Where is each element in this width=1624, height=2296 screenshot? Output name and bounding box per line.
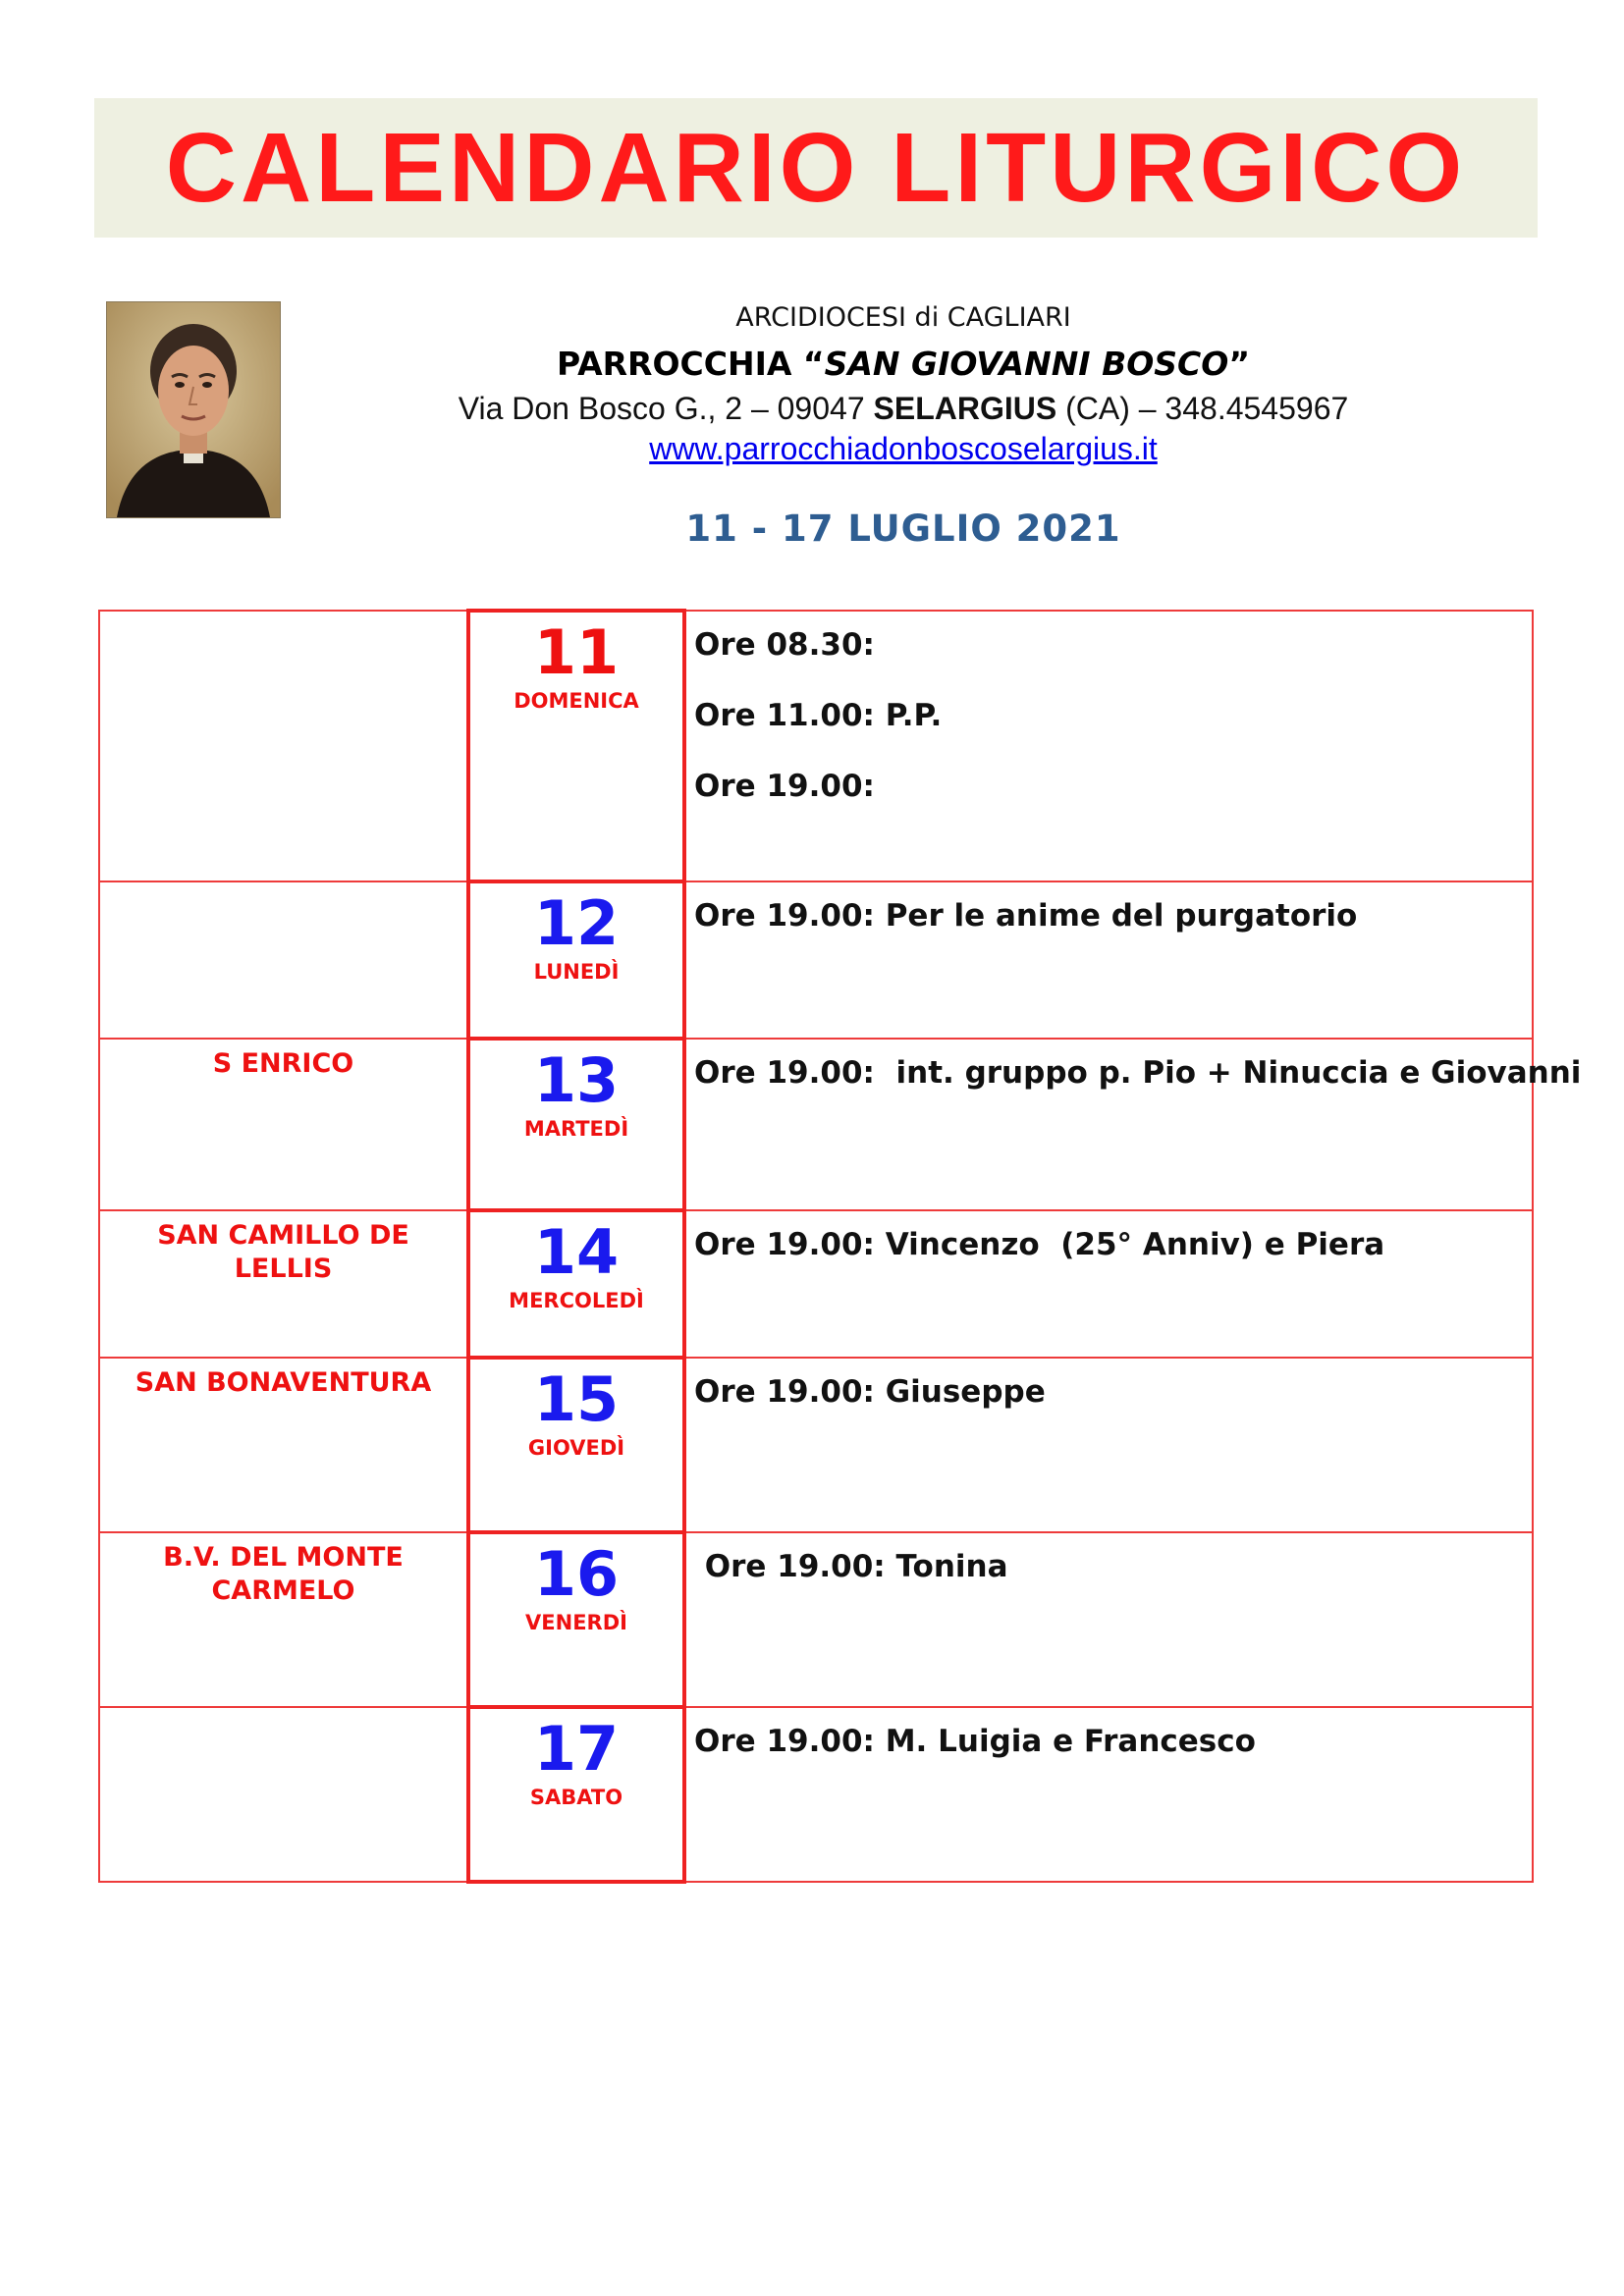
- day-name: GIOVEDÌ: [527, 1436, 625, 1460]
- day-name: LUNEDÌ: [533, 960, 620, 984]
- day-row: [99, 1358, 1533, 1532]
- day-row: [99, 1039, 1533, 1210]
- page-title: CALENDARIO LITURGICO: [165, 112, 1467, 223]
- mass-intentions: [684, 611, 1533, 881]
- saint-name: S ENRICO: [212, 1048, 354, 1079]
- day-cell: [468, 1532, 684, 1707]
- day-name: MERCOLEDÌ: [509, 1289, 644, 1312]
- saint-of-day: [99, 1707, 468, 1882]
- saint-of-day: [99, 1532, 468, 1707]
- mass-calendar-table: [98, 609, 1582, 1884]
- day-number: 14: [533, 1216, 620, 1288]
- mass-time-line: Ore 08.30:: [694, 627, 875, 663]
- mass-time-line: Ore 19.00: int. gruppo p. Pio + Ninuccia e Giovanni: [694, 1055, 1582, 1091]
- day-row: [99, 1532, 1533, 1707]
- mass-intentions: [684, 1358, 1533, 1532]
- parish-address: [412, 391, 1394, 427]
- day-cell: [468, 1210, 684, 1358]
- day-name: VENERDÌ: [525, 1611, 627, 1634]
- saint-name: B.V. DEL MONTE CARMELO: [163, 1542, 404, 1606]
- mass-time-line: Ore 19.00: M. Luigia e Francesco: [694, 1724, 1256, 1759]
- mass-intentions: [684, 1210, 1533, 1358]
- mass-intentions: [684, 1039, 1582, 1210]
- day-number: 13: [533, 1044, 620, 1116]
- day-cell: [468, 611, 684, 881]
- portrait-image: [107, 302, 280, 517]
- title-banner: [94, 98, 1538, 238]
- day-name: SABATO: [529, 1786, 623, 1809]
- day-number: 17: [533, 1713, 620, 1785]
- parish-prefix: PARROCCHIA “: [556, 345, 825, 383]
- day-number: 15: [533, 1363, 620, 1435]
- day-name: MARTEDÌ: [523, 1117, 629, 1141]
- address-city: SELARGIUS: [873, 391, 1057, 426]
- day-number: 16: [533, 1538, 620, 1610]
- day-number: 12: [533, 887, 620, 959]
- saint-of-day: [99, 611, 468, 881]
- day-cell: [468, 1039, 684, 1210]
- saint-of-day: [99, 1210, 468, 1358]
- saint-name: SAN BONAVENTURA: [135, 1367, 432, 1398]
- mass-time-line: Ore 11.00: P.P.: [694, 698, 943, 733]
- parish-name-italic: SAN GIOVANNI BOSCO: [824, 345, 1229, 383]
- mass-time-line: Ore 19.00:: [694, 769, 875, 804]
- day-row: [99, 1707, 1533, 1882]
- mass-time-line: Ore 19.00: Giuseppe: [694, 1374, 1046, 1410]
- day-number: 11: [533, 616, 620, 688]
- mass-intentions: [684, 881, 1533, 1039]
- day-name: DOMENICA: [514, 689, 639, 713]
- mass-time-line: Ore 19.00: Vincenzo (25° Anniv) e Piera: [694, 1227, 1385, 1262]
- saint-of-day: [99, 1039, 468, 1210]
- saint-name: SAN CAMILLO DE LELLIS: [157, 1220, 409, 1284]
- mass-intentions: [684, 1707, 1533, 1882]
- address-street: Via Don Bosco G., 2 – 09047: [458, 391, 874, 426]
- parish-header: [412, 294, 1394, 467]
- week-range: 11 - 17 LUGLIO 2021: [685, 507, 1121, 550]
- mass-time-line: Ore 19.00: Per le anime del purgatorio: [694, 898, 1358, 934]
- day-row: [99, 881, 1533, 1039]
- saint-of-day: [99, 881, 468, 1039]
- website-link[interactable]: www.parrocchiadonboscoselargius.it: [649, 431, 1158, 466]
- saint-of-day: [99, 1358, 468, 1532]
- day-row: [99, 611, 1533, 881]
- saint-portrait: [106, 301, 281, 518]
- diocese-name: ARCIDIOCESI di CAGLIARI: [735, 302, 1071, 333]
- parish-name: [412, 345, 1394, 383]
- mass-time-line: Ore 19.00: Tonina: [694, 1549, 1008, 1584]
- day-row: [99, 1210, 1533, 1358]
- mass-intentions: [684, 1532, 1533, 1707]
- parish-suffix: ”: [1228, 345, 1251, 383]
- day-cell: [468, 1707, 684, 1882]
- day-cell: [468, 881, 684, 1039]
- day-cell: [468, 1358, 684, 1532]
- address-phone: (CA) – 348.4545967: [1056, 391, 1349, 426]
